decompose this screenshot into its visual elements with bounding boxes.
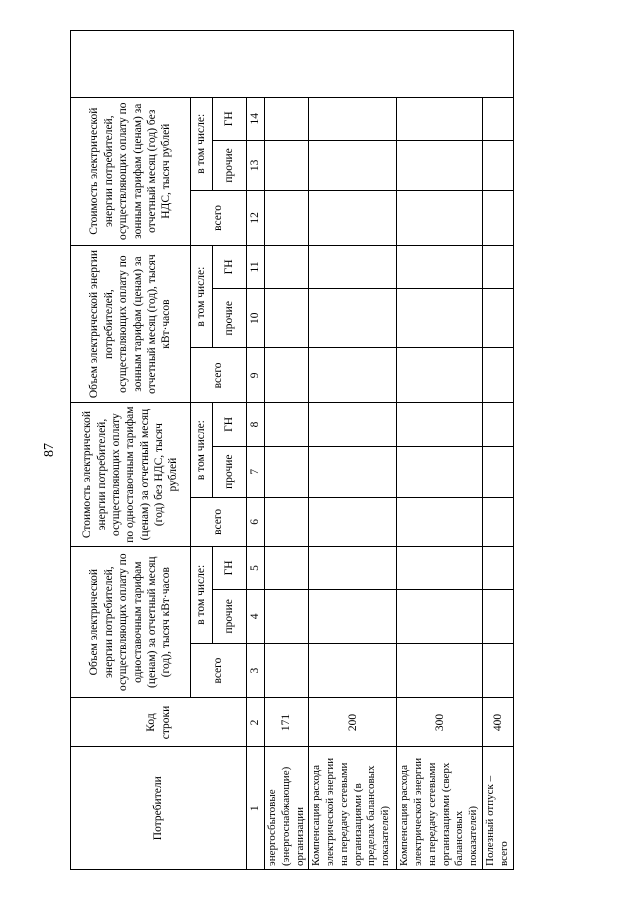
other-header: прочие: [213, 289, 247, 349]
data-cell: [309, 546, 397, 589]
cost-zonal-header: Стоимость электрической энергии потребителей, осуществляющих оплату по зонным тарифам (ценам) за отчетный месяц (год) без НДС, тысяч рублей: [71, 97, 191, 245]
data-cell: [483, 403, 514, 446]
data-cell: [265, 546, 309, 589]
data-cell: [397, 546, 483, 589]
including-header: в том числе:: [191, 245, 213, 348]
data-cell: [397, 497, 483, 546]
data-cell: [265, 590, 309, 644]
data-cell: [309, 245, 397, 288]
data-cell: [309, 140, 397, 190]
gn-header: ГН: [213, 245, 247, 288]
data-cell: [397, 403, 483, 446]
data-cell: [483, 446, 514, 497]
row-label: Компенсация расхода электрической энергии на передачу сетевыми организациями (в пределах балансовых показателей): [309, 747, 397, 870]
data-cell: [397, 643, 483, 698]
other-header: прочие: [213, 446, 247, 497]
column-number: 3: [247, 643, 265, 698]
data-cell: [265, 190, 309, 245]
data-cell: [265, 245, 309, 288]
other-header: прочие: [213, 140, 247, 190]
gn-header: ГН: [213, 97, 247, 140]
cost-single-rate-header: Стоимость электрической энергии потребителей, осуществляющих оплату по одноставочным тарифам (ценам) за отчетный месяц (год) без НДС, тысяч рублей: [71, 403, 191, 547]
data-cell: [397, 140, 483, 190]
data-cell: [309, 643, 397, 698]
gn-header: ГН: [213, 546, 247, 589]
row-code: 400: [483, 698, 514, 747]
row-code: 200: [309, 698, 397, 747]
data-cell: [483, 289, 514, 349]
data-cell: [397, 245, 483, 288]
data-cell: [483, 643, 514, 698]
column-number: 12: [247, 190, 265, 245]
data-cell: [397, 446, 483, 497]
data-cell: [397, 348, 483, 403]
table-row: [483, 31, 514, 870]
code-header: Код строки: [71, 698, 247, 747]
data-cell: [309, 289, 397, 349]
row-label: Компенсация расхода электрической энергии на передачу сетевыми организациями (сверх балансовых показателей): [397, 747, 483, 870]
column-number: 5: [247, 546, 265, 589]
including-header: в том числе:: [191, 546, 213, 643]
table-row: [309, 31, 397, 870]
table-row: [265, 31, 309, 870]
total-header: всего: [191, 497, 247, 546]
data-cell: [265, 289, 309, 349]
column-number-row: [247, 31, 265, 870]
data-cell: [265, 403, 309, 446]
data-cell: [483, 140, 514, 190]
data-cell: [265, 446, 309, 497]
page-number: 87: [42, 443, 57, 457]
data-cell: [309, 97, 397, 140]
header-row: [71, 31, 191, 870]
data-cell: [397, 97, 483, 140]
column-number: 4: [247, 590, 265, 644]
data-cell: [265, 643, 309, 698]
consumers-header: Потребители: [71, 747, 247, 870]
total-header: всего: [191, 190, 247, 245]
including-header: в том числе:: [191, 97, 213, 190]
volume-single-rate-header: Объем электрической энергии потребителей, осуществляющих оплату по одноставочным тарифам (ценам) за отчетный месяц (год), тысяч кВт·часов: [71, 546, 191, 698]
data-cell: [483, 590, 514, 644]
volume-zonal-header: Объем электрической энергии потребителей, осуществляющих оплату по зонным тарифам (ценам) за отчетный месяц (год), тысяч кВт·часов: [71, 245, 191, 403]
total-header: всего: [191, 348, 247, 403]
column-number: 6: [247, 497, 265, 546]
data-cell: [309, 348, 397, 403]
data-cell: [309, 446, 397, 497]
other-header: прочие: [213, 590, 247, 644]
column-number: 1: [247, 747, 265, 870]
data-cell: [397, 289, 483, 349]
column-number: 10: [247, 289, 265, 349]
row-label: Полезный отпуск – всего: [483, 747, 514, 870]
gn-header: ГН: [213, 403, 247, 446]
row-code: 300: [397, 698, 483, 747]
data-cell: [483, 245, 514, 288]
row-code: 171: [265, 698, 309, 747]
column-number: 8: [247, 403, 265, 446]
data-cell: [483, 190, 514, 245]
column-number: 11: [247, 245, 265, 288]
data-cell: [265, 497, 309, 546]
rotated-page: [30, 30, 510, 870]
blank-right-column: [71, 31, 514, 98]
data-cell: [397, 590, 483, 644]
column-number: 13: [247, 140, 265, 190]
column-number: 7: [247, 446, 265, 497]
data-cell: [483, 497, 514, 546]
column-number: 14: [247, 97, 265, 140]
column-number: 2: [247, 698, 265, 747]
data-cell: [309, 190, 397, 245]
including-header: в том числе:: [191, 403, 213, 498]
data-cell: [397, 190, 483, 245]
data-cell: [265, 348, 309, 403]
row-label: энергосбытовые (энергоснабжающие) организации: [265, 747, 309, 870]
data-cell: [309, 497, 397, 546]
data-cell: [265, 97, 309, 140]
total-header: всего: [191, 643, 247, 698]
column-number: 9: [247, 348, 265, 403]
data-cell: [483, 97, 514, 140]
table-row: [397, 31, 483, 870]
consumption-table: [70, 30, 514, 870]
data-cell: [265, 140, 309, 190]
data-cell: [483, 348, 514, 403]
data-cell: [309, 590, 397, 644]
data-cell: [483, 546, 514, 589]
data-cell: [309, 403, 397, 446]
